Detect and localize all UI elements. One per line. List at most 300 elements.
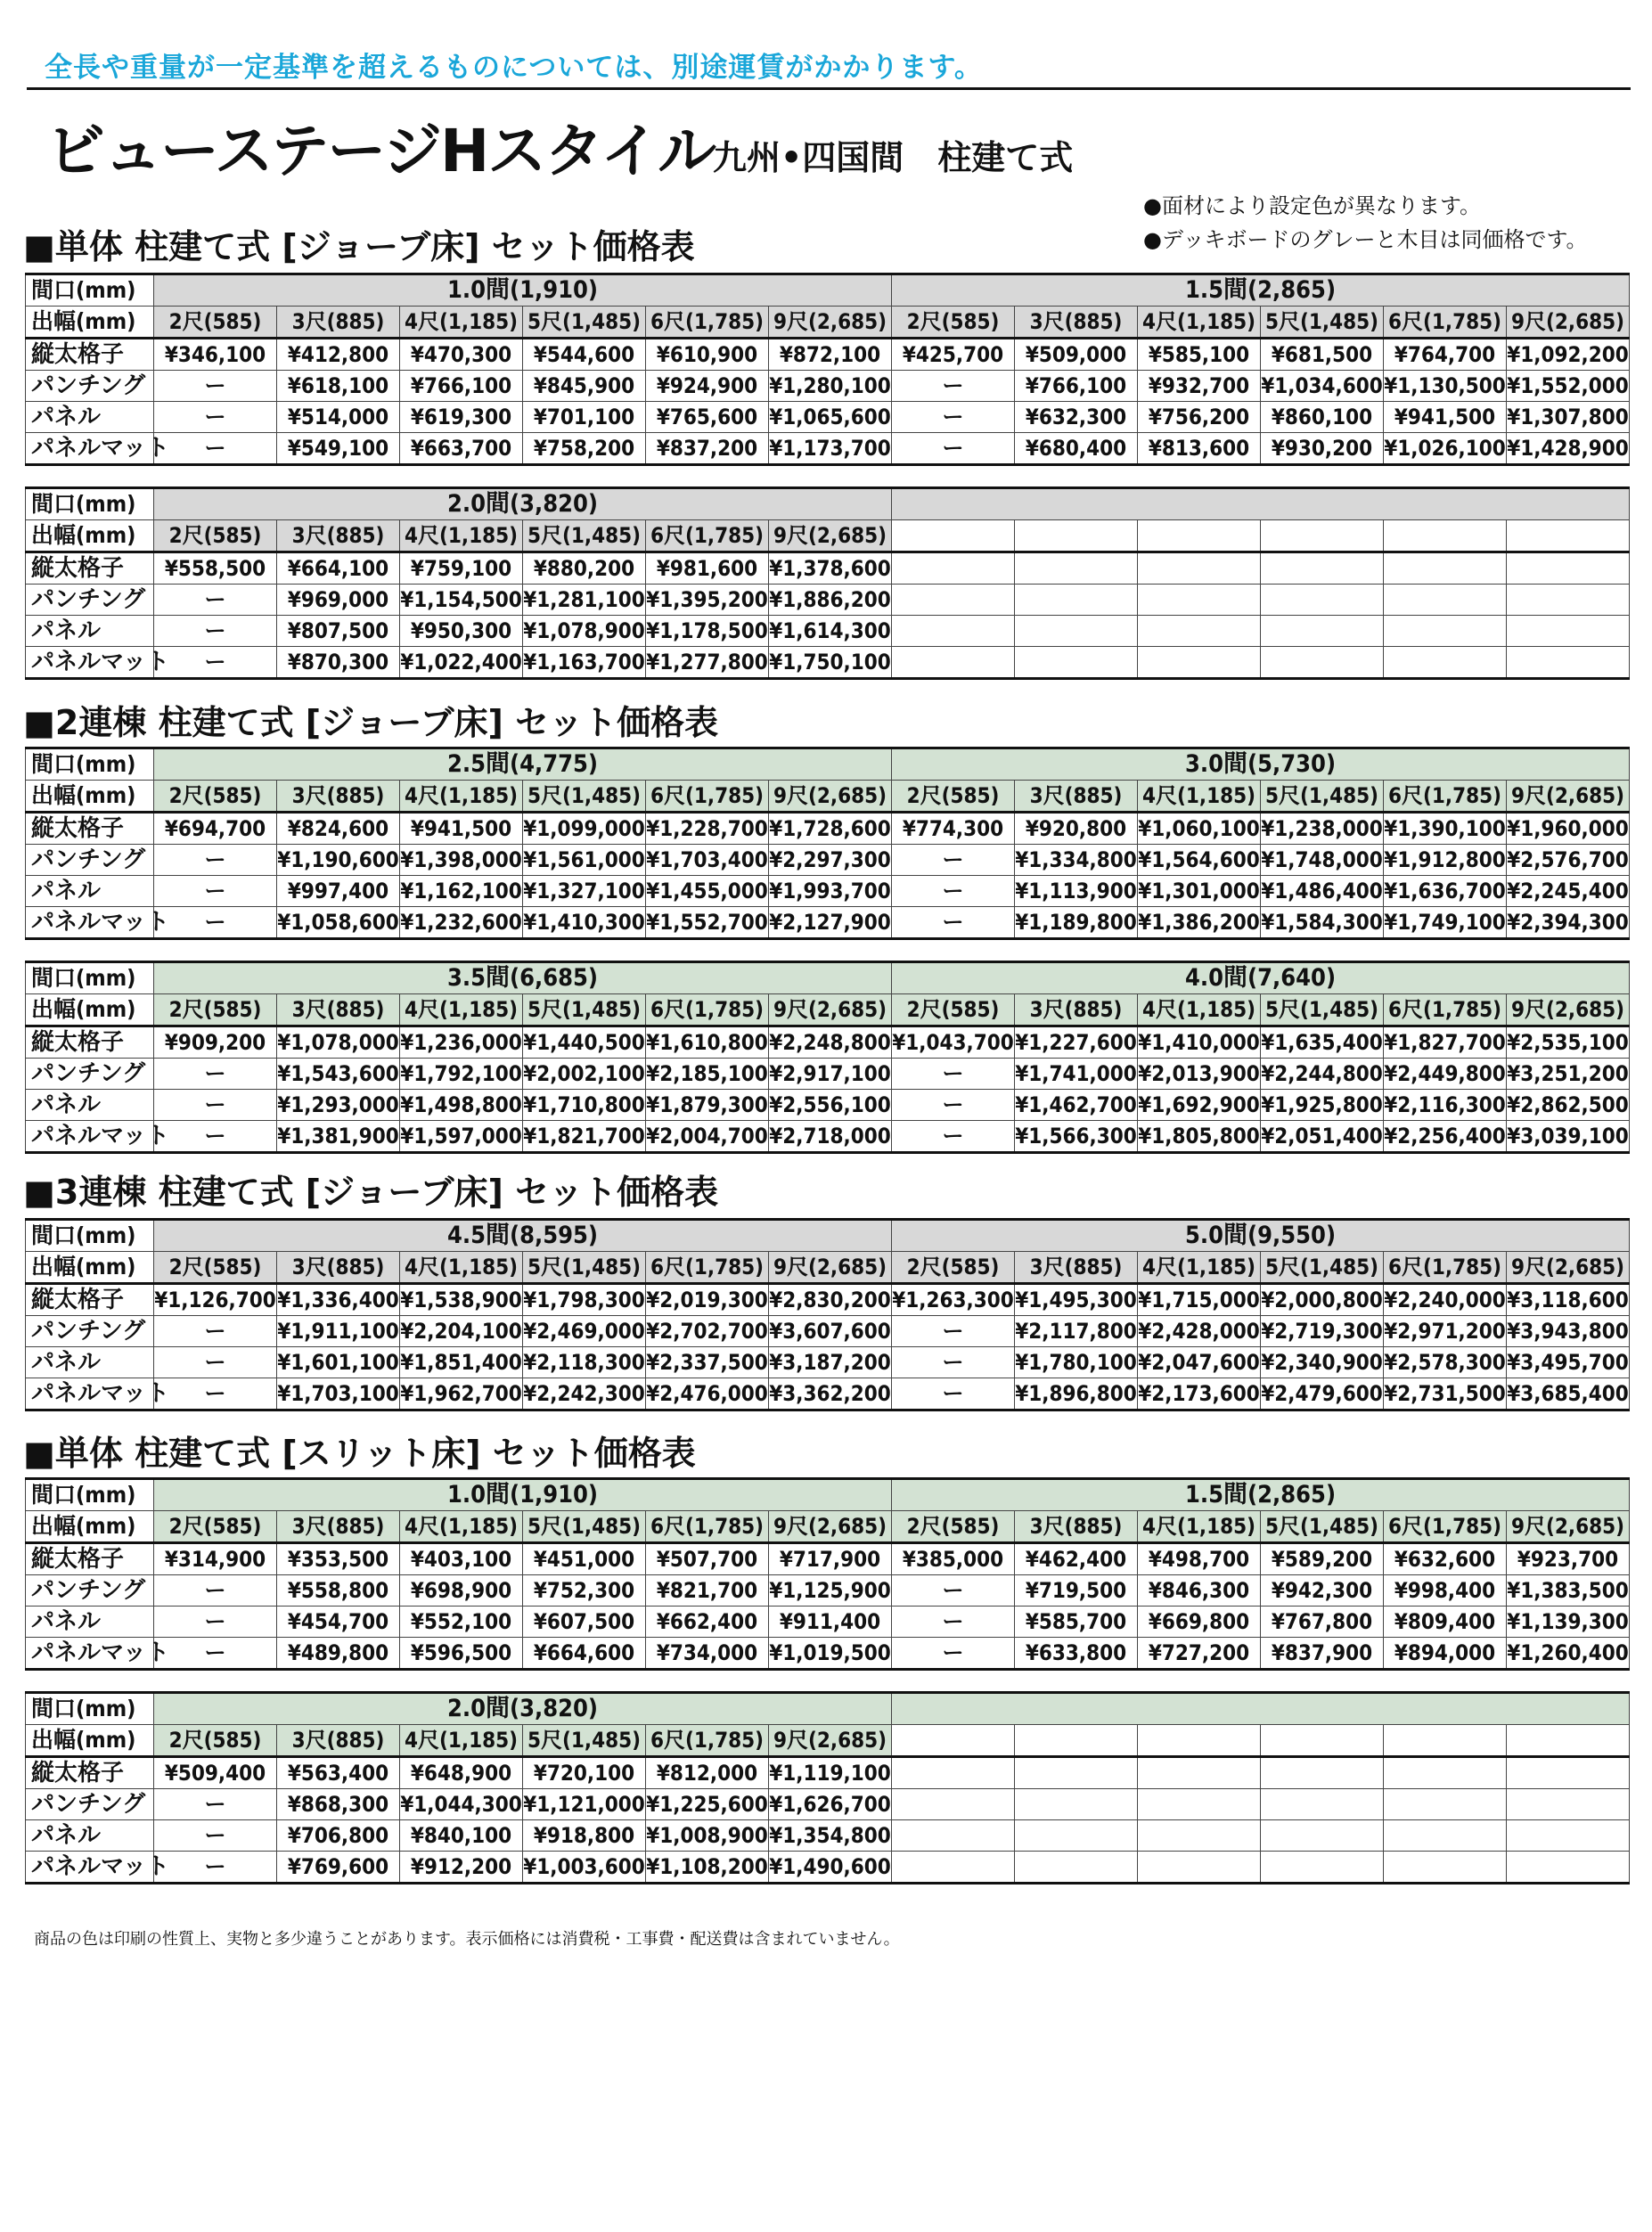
- width-header: 3尺(885): [277, 1252, 400, 1284]
- price-cell: ¥1,099,000: [523, 813, 646, 845]
- price-cell: ¥585,100: [1138, 339, 1261, 371]
- shipping-notice: 全長や重量が一定基準を超えるものについては、別途運賃がかかります。: [45, 52, 983, 84]
- price-cell: ¥918,800: [523, 1820, 646, 1852]
- price-cell: ¥2,245,400: [1507, 876, 1630, 907]
- width-header: 3尺(885): [277, 520, 400, 552]
- table-row: [26, 907, 1630, 939]
- span-header: 2.5間(4,775): [154, 748, 892, 781]
- width-header: 3尺(885): [1015, 781, 1138, 813]
- price-cell: ¥1,163,700: [523, 647, 646, 679]
- width-header: 3尺(885): [277, 994, 400, 1026]
- price-cell: ¥752,300: [523, 1575, 646, 1607]
- price-cell: ¥1,173,700: [769, 433, 892, 465]
- empty-cell: [1138, 552, 1261, 585]
- empty-cell: [1507, 1789, 1630, 1820]
- price-cell: ¥3,039,100: [1507, 1121, 1630, 1153]
- price-cell: ¥1,334,800: [1015, 845, 1138, 876]
- price-cell: ¥1,108,200: [646, 1852, 769, 1884]
- price-cell: ¥1,058,600: [277, 907, 400, 939]
- empty-cell: [1138, 1820, 1261, 1852]
- price-cell: ¥2,428,000: [1138, 1316, 1261, 1347]
- width-header: 5尺(1,485): [523, 520, 646, 552]
- width-header: 6尺(1,785): [646, 307, 769, 339]
- empty-cell: [1507, 647, 1630, 679]
- price-cell: ¥1,293,000: [277, 1090, 400, 1121]
- table-row: [26, 1543, 1630, 1575]
- price-cell: ¥1,327,100: [523, 876, 646, 907]
- price-cell: ¥3,495,700: [1507, 1347, 1630, 1378]
- section-heading: ■3連棟 柱建て式 [ジョーブ床] セット価格表: [23, 1173, 719, 1212]
- price-cell: ¥1,703,100: [277, 1378, 400, 1410]
- price-cell: ¥1,121,000: [523, 1789, 646, 1820]
- price-cell: ¥346,100: [154, 339, 277, 371]
- price-cell: ¥509,000: [1015, 339, 1138, 371]
- price-cell: ¥1,750,100: [769, 647, 892, 679]
- price-cell: ¥1,383,500: [1507, 1575, 1630, 1607]
- width-header: 5尺(1,485): [523, 994, 646, 1026]
- empty-cell: [1261, 1757, 1384, 1789]
- price-cell: ¥769,600: [277, 1852, 400, 1884]
- empty-cell: [1507, 1725, 1630, 1757]
- price-cell: ー: [154, 402, 277, 433]
- section-heading: ■2連棟 柱建て式 [ジョーブ床] セット価格表: [23, 703, 719, 742]
- table-row: [26, 813, 1630, 845]
- span-header: 3.5間(6,685): [154, 962, 892, 994]
- empty-cell: [892, 616, 1015, 647]
- empty-cell: [1015, 1820, 1138, 1852]
- dehaba-label: 出幅(mm): [26, 1511, 154, 1543]
- price-cell: ¥1,301,000: [1138, 876, 1261, 907]
- width-header: 4尺(1,185): [1138, 994, 1261, 1026]
- width-header: 6尺(1,785): [646, 1511, 769, 1543]
- width-header: 5尺(1,485): [1261, 1252, 1384, 1284]
- product-label: パネルマット: [26, 1121, 154, 1153]
- price-cell: ー: [154, 647, 277, 679]
- price-cell: ¥558,800: [277, 1575, 400, 1607]
- price-cell: ¥662,400: [646, 1607, 769, 1638]
- price-cell: ¥880,200: [523, 552, 646, 585]
- table-row: [26, 339, 1630, 371]
- price-cell: ¥2,719,300: [1261, 1316, 1384, 1347]
- price-cell: ¥1,034,600: [1261, 371, 1384, 402]
- empty-cell: [1015, 1789, 1138, 1820]
- price-cell: ¥1,703,400: [646, 845, 769, 876]
- width-header: 5尺(1,485): [523, 781, 646, 813]
- price-cell: ¥706,800: [277, 1820, 400, 1852]
- width-header: 2尺(585): [892, 1511, 1015, 1543]
- empty-cell: [1384, 616, 1507, 647]
- price-cell: ー: [154, 1607, 277, 1638]
- width-header: 3尺(885): [277, 1511, 400, 1543]
- empty-cell: [1384, 1820, 1507, 1852]
- price-cell: ¥720,100: [523, 1757, 646, 1789]
- price-cell: ¥1,601,100: [277, 1347, 400, 1378]
- price-cell: ー: [892, 1059, 1015, 1090]
- price-cell: ¥314,900: [154, 1543, 277, 1575]
- empty-cell: [892, 520, 1015, 552]
- empty-cell: [1138, 1789, 1261, 1820]
- empty-cell: [892, 585, 1015, 616]
- width-header: 9尺(2,685): [1507, 994, 1630, 1026]
- price-cell: ¥664,100: [277, 552, 400, 585]
- price-cell: ー: [154, 876, 277, 907]
- price-cell: ¥2,127,900: [769, 907, 892, 939]
- price-cell: ー: [154, 433, 277, 465]
- price-cell: ¥2,917,100: [769, 1059, 892, 1090]
- price-cell: ¥765,600: [646, 402, 769, 433]
- price-cell: ¥872,100: [769, 339, 892, 371]
- price-cell: ¥563,400: [277, 1757, 400, 1789]
- price-cell: ¥1,561,000: [523, 845, 646, 876]
- table-row: [26, 585, 1630, 616]
- price-cell: ¥909,200: [154, 1026, 277, 1059]
- width-header: 6尺(1,785): [1384, 1511, 1507, 1543]
- price-cell: ¥1,154,500: [400, 585, 523, 616]
- price-cell: ¥998,400: [1384, 1575, 1507, 1607]
- empty-cell: [1384, 585, 1507, 616]
- table-row: [26, 1757, 1630, 1789]
- width-header: 4尺(1,185): [400, 307, 523, 339]
- price-cell: ¥1,911,100: [277, 1316, 400, 1347]
- empty-cell: [1015, 520, 1138, 552]
- price-cell: ¥1,162,100: [400, 876, 523, 907]
- price-cell: ¥759,100: [400, 552, 523, 585]
- price-cell: ー: [154, 845, 277, 876]
- table-row: [26, 647, 1630, 679]
- price-cell: ¥2,047,600: [1138, 1347, 1261, 1378]
- price-cell: ¥1,792,100: [400, 1059, 523, 1090]
- price-cell: ¥1,354,800: [769, 1820, 892, 1852]
- width-header: 2尺(585): [154, 307, 277, 339]
- price-cell: ¥669,800: [1138, 1607, 1261, 1638]
- price-cell: ¥1,715,000: [1138, 1284, 1261, 1316]
- price-cell: ¥809,400: [1384, 1607, 1507, 1638]
- footnote: 商品の色は印刷の性質上、実物と多少違うことがあります。表示価格には消費税・工事費・配送費は含まれていません。: [34, 1930, 900, 1949]
- table-row: [26, 1059, 1630, 1090]
- empty-cell: [1261, 1852, 1384, 1884]
- price-cell: ¥2,242,300: [523, 1378, 646, 1410]
- width-header: 9尺(2,685): [769, 1725, 892, 1757]
- product-label: 縦太格子: [26, 1543, 154, 1575]
- width-header: 2尺(585): [154, 994, 277, 1026]
- price-cell: ¥1,060,100: [1138, 813, 1261, 845]
- price-cell: ¥1,044,300: [400, 1789, 523, 1820]
- price-cell: ー: [892, 907, 1015, 939]
- empty-cell: [892, 1852, 1015, 1884]
- price-cell: ¥3,118,600: [1507, 1284, 1630, 1316]
- width-header: 9尺(2,685): [1507, 1252, 1630, 1284]
- price-table: [25, 1477, 1630, 1671]
- price-cell: ¥1,728,600: [769, 813, 892, 845]
- price-cell: ¥385,000: [892, 1543, 1015, 1575]
- empty-cell: [1384, 1725, 1507, 1757]
- price-cell: ¥1,280,100: [769, 371, 892, 402]
- empty-cell: [1261, 616, 1384, 647]
- price-cell: ¥2,051,400: [1261, 1121, 1384, 1153]
- empty-cell: [1384, 1852, 1507, 1884]
- price-cell: ¥1,896,800: [1015, 1378, 1138, 1410]
- price-cell: ¥870,300: [277, 647, 400, 679]
- width-header: 3尺(885): [1015, 994, 1138, 1026]
- price-cell: ー: [154, 1378, 277, 1410]
- price-cell: ー: [892, 1347, 1015, 1378]
- width-header: 5尺(1,485): [523, 307, 646, 339]
- product-label: パネルマット: [26, 907, 154, 939]
- price-cell: ー: [154, 907, 277, 939]
- price-cell: ¥514,000: [277, 402, 400, 433]
- price-cell: ¥837,900: [1261, 1638, 1384, 1670]
- price-cell: ¥812,000: [646, 1757, 769, 1789]
- price-cell: ¥1,827,700: [1384, 1026, 1507, 1059]
- table-row: [26, 1347, 1630, 1378]
- price-cell: ¥719,500: [1015, 1575, 1138, 1607]
- price-cell: ¥1,960,000: [1507, 813, 1630, 845]
- span-header: 2.0間(3,820): [154, 488, 892, 520]
- price-cell: ¥2,535,100: [1507, 1026, 1630, 1059]
- width-header: 3尺(885): [277, 307, 400, 339]
- price-cell: ¥2,862,500: [1507, 1090, 1630, 1121]
- price-cell: ¥997,400: [277, 876, 400, 907]
- width-header: 2尺(585): [154, 1511, 277, 1543]
- price-cell: ¥923,700: [1507, 1543, 1630, 1575]
- price-cell: ¥1,026,100: [1384, 433, 1507, 465]
- price-cell: ¥1,486,400: [1261, 876, 1384, 907]
- empty-cell: [1015, 616, 1138, 647]
- empty-cell: [1261, 585, 1384, 616]
- price-cell: ¥1,912,800: [1384, 845, 1507, 876]
- maguchi-label: 間口(mm): [26, 488, 154, 520]
- maguchi-label: 間口(mm): [26, 274, 154, 307]
- price-cell: ¥1,821,700: [523, 1121, 646, 1153]
- empty-cell: [1015, 1757, 1138, 1789]
- table-row: [26, 1090, 1630, 1121]
- maguchi-label: 間口(mm): [26, 1220, 154, 1252]
- width-header: 6尺(1,785): [1384, 1252, 1507, 1284]
- price-cell: ¥618,100: [277, 371, 400, 402]
- notice-divider: [27, 87, 1631, 90]
- price-cell: ¥663,700: [400, 433, 523, 465]
- price-cell: ¥1,428,900: [1507, 433, 1630, 465]
- empty-cell: [1015, 585, 1138, 616]
- price-cell: ¥607,500: [523, 1607, 646, 1638]
- price-cell: ¥764,700: [1384, 339, 1507, 371]
- width-header: 5尺(1,485): [1261, 1511, 1384, 1543]
- width-header: 4尺(1,185): [400, 520, 523, 552]
- product-label: パンチング: [26, 1575, 154, 1607]
- price-cell: ¥1,614,300: [769, 616, 892, 647]
- page-title: ビューステージHスタイル: [46, 117, 715, 185]
- empty-cell: [1384, 1757, 1507, 1789]
- price-cell: ¥1,410,300: [523, 907, 646, 939]
- price-cell: ¥969,000: [277, 585, 400, 616]
- price-cell: ¥1,962,700: [400, 1378, 523, 1410]
- table-row: [26, 1607, 1630, 1638]
- product-label: 縦太格子: [26, 1026, 154, 1059]
- price-cell: ¥489,800: [277, 1638, 400, 1670]
- width-header: 2尺(585): [892, 781, 1015, 813]
- empty-cell: [1507, 1852, 1630, 1884]
- price-cell: ¥558,500: [154, 552, 277, 585]
- price-cell: ¥1,130,500: [1384, 371, 1507, 402]
- price-cell: ¥610,900: [646, 339, 769, 371]
- price-cell: ¥1,003,600: [523, 1852, 646, 1884]
- price-cell: ¥2,002,100: [523, 1059, 646, 1090]
- table-row: [26, 1026, 1630, 1059]
- price-cell: ¥1,263,300: [892, 1284, 1015, 1316]
- price-cell: ¥1,552,700: [646, 907, 769, 939]
- empty-cell: [1261, 1789, 1384, 1820]
- price-cell: ¥619,300: [400, 402, 523, 433]
- product-label: パネルマット: [26, 1378, 154, 1410]
- price-cell: ¥681,500: [1261, 339, 1384, 371]
- width-header: 6尺(1,785): [1384, 781, 1507, 813]
- empty-cell: [1138, 647, 1261, 679]
- product-label: パネル: [26, 1607, 154, 1638]
- price-cell: ¥2,576,700: [1507, 845, 1630, 876]
- price-cell: ¥2,830,200: [769, 1284, 892, 1316]
- width-header: 4尺(1,185): [1138, 1511, 1261, 1543]
- product-label: パンチング: [26, 1789, 154, 1820]
- empty-cell: [1261, 552, 1384, 585]
- price-cell: ¥2,394,300: [1507, 907, 1630, 939]
- price-cell: ¥1,780,100: [1015, 1347, 1138, 1378]
- price-cell: ¥1,189,800: [1015, 907, 1138, 939]
- price-cell: ー: [892, 1121, 1015, 1153]
- price-cell: ¥544,600: [523, 339, 646, 371]
- price-cell: ¥930,200: [1261, 433, 1384, 465]
- price-cell: ¥1,043,700: [892, 1026, 1015, 1059]
- empty-cell: [1384, 647, 1507, 679]
- price-cell: ¥1,336,400: [277, 1284, 400, 1316]
- price-cell: ¥2,469,000: [523, 1316, 646, 1347]
- price-cell: ー: [892, 1378, 1015, 1410]
- price-cell: ¥807,500: [277, 616, 400, 647]
- price-cell: ¥1,490,600: [769, 1852, 892, 1884]
- price-cell: ー: [154, 1638, 277, 1670]
- price-cell: ¥1,886,200: [769, 585, 892, 616]
- product-label: パンチング: [26, 371, 154, 402]
- width-header: 2尺(585): [154, 520, 277, 552]
- price-cell: ¥821,700: [646, 1575, 769, 1607]
- price-cell: ー: [892, 433, 1015, 465]
- table-row: [26, 1820, 1630, 1852]
- price-cell: ¥1,805,800: [1138, 1121, 1261, 1153]
- price-cell: ¥1,307,800: [1507, 402, 1630, 433]
- price-cell: ¥1,798,300: [523, 1284, 646, 1316]
- product-label: 縦太格子: [26, 339, 154, 371]
- price-cell: ¥894,000: [1384, 1638, 1507, 1670]
- price-cell: ¥549,100: [277, 433, 400, 465]
- table-row: [26, 1121, 1630, 1153]
- price-cell: ー: [892, 1575, 1015, 1607]
- price-table: [25, 486, 1630, 680]
- price-cell: ¥454,700: [277, 1607, 400, 1638]
- price-cell: ー: [154, 1575, 277, 1607]
- price-cell: ¥701,100: [523, 402, 646, 433]
- price-cell: ¥2,173,600: [1138, 1378, 1261, 1410]
- price-cell: ¥353,500: [277, 1543, 400, 1575]
- price-cell: ¥1,710,800: [523, 1090, 646, 1121]
- empty-cell: [892, 552, 1015, 585]
- price-cell: ¥924,900: [646, 371, 769, 402]
- width-header: 5尺(1,485): [523, 1511, 646, 1543]
- empty-cell: [1507, 616, 1630, 647]
- table-row: [26, 1316, 1630, 1347]
- span-header: 1.5間(2,865): [892, 274, 1630, 307]
- price-cell: ¥1,395,200: [646, 585, 769, 616]
- price-cell: ¥1,455,000: [646, 876, 769, 907]
- width-header: 2尺(585): [154, 781, 277, 813]
- price-cell: ¥727,200: [1138, 1638, 1261, 1670]
- empty-cell: [892, 1725, 1015, 1757]
- price-cell: ¥1,993,700: [769, 876, 892, 907]
- price-cell: ¥1,597,000: [400, 1121, 523, 1153]
- product-label: パネル: [26, 402, 154, 433]
- price-cell: ¥1,538,900: [400, 1284, 523, 1316]
- width-header: 4尺(1,185): [400, 1252, 523, 1284]
- price-cell: ¥950,300: [400, 616, 523, 647]
- price-cell: ¥1,741,000: [1015, 1059, 1138, 1090]
- empty-cell: [892, 1757, 1015, 1789]
- price-cell: ¥1,748,000: [1261, 845, 1384, 876]
- width-header: 2尺(585): [892, 994, 1015, 1026]
- price-cell: ¥767,800: [1261, 1607, 1384, 1638]
- price-cell: ¥1,925,800: [1261, 1090, 1384, 1121]
- price-cell: ¥1,022,400: [400, 647, 523, 679]
- span-header: 5.0間(9,550): [892, 1220, 1630, 1252]
- dehaba-label: 出幅(mm): [26, 781, 154, 813]
- price-cell: ¥3,362,200: [769, 1378, 892, 1410]
- width-header: 6尺(1,785): [646, 1725, 769, 1757]
- price-cell: ¥3,187,200: [769, 1347, 892, 1378]
- price-cell: ¥840,100: [400, 1820, 523, 1852]
- maguchi-label: 間口(mm): [26, 748, 154, 781]
- price-cell: ¥1,552,000: [1507, 371, 1630, 402]
- span-header: 2.0間(3,820): [154, 1693, 892, 1725]
- price-cell: ¥2,204,100: [400, 1316, 523, 1347]
- table-row: [26, 402, 1630, 433]
- table-row: [26, 1638, 1630, 1670]
- empty-cell: [1138, 616, 1261, 647]
- price-cell: ¥2,004,700: [646, 1121, 769, 1153]
- dehaba-label: 出幅(mm): [26, 307, 154, 339]
- price-cell: ¥1,260,400: [1507, 1638, 1630, 1670]
- price-cell: ¥425,700: [892, 339, 1015, 371]
- price-cell: ¥2,297,300: [769, 845, 892, 876]
- price-cell: ¥1,610,800: [646, 1026, 769, 1059]
- width-header: 3尺(885): [277, 1725, 400, 1757]
- width-header: 9尺(2,685): [769, 1511, 892, 1543]
- table-row: [26, 1852, 1630, 1884]
- price-cell: ¥1,092,200: [1507, 339, 1630, 371]
- price-cell: ¥912,200: [400, 1852, 523, 1884]
- price-cell: ー: [892, 845, 1015, 876]
- product-label: パネルマット: [26, 647, 154, 679]
- empty-header: [892, 1693, 1630, 1725]
- price-cell: ー: [154, 616, 277, 647]
- price-cell: ¥632,600: [1384, 1543, 1507, 1575]
- price-cell: ー: [154, 1090, 277, 1121]
- price-cell: ¥941,500: [1384, 402, 1507, 433]
- width-header: 4尺(1,185): [1138, 781, 1261, 813]
- width-header: 4尺(1,185): [1138, 307, 1261, 339]
- width-header: 2尺(585): [154, 1725, 277, 1757]
- product-label: 縦太格子: [26, 813, 154, 845]
- width-header: 6尺(1,785): [646, 520, 769, 552]
- dehaba-label: 出幅(mm): [26, 994, 154, 1026]
- product-label: パンチング: [26, 1059, 154, 1090]
- price-cell: ¥846,300: [1138, 1575, 1261, 1607]
